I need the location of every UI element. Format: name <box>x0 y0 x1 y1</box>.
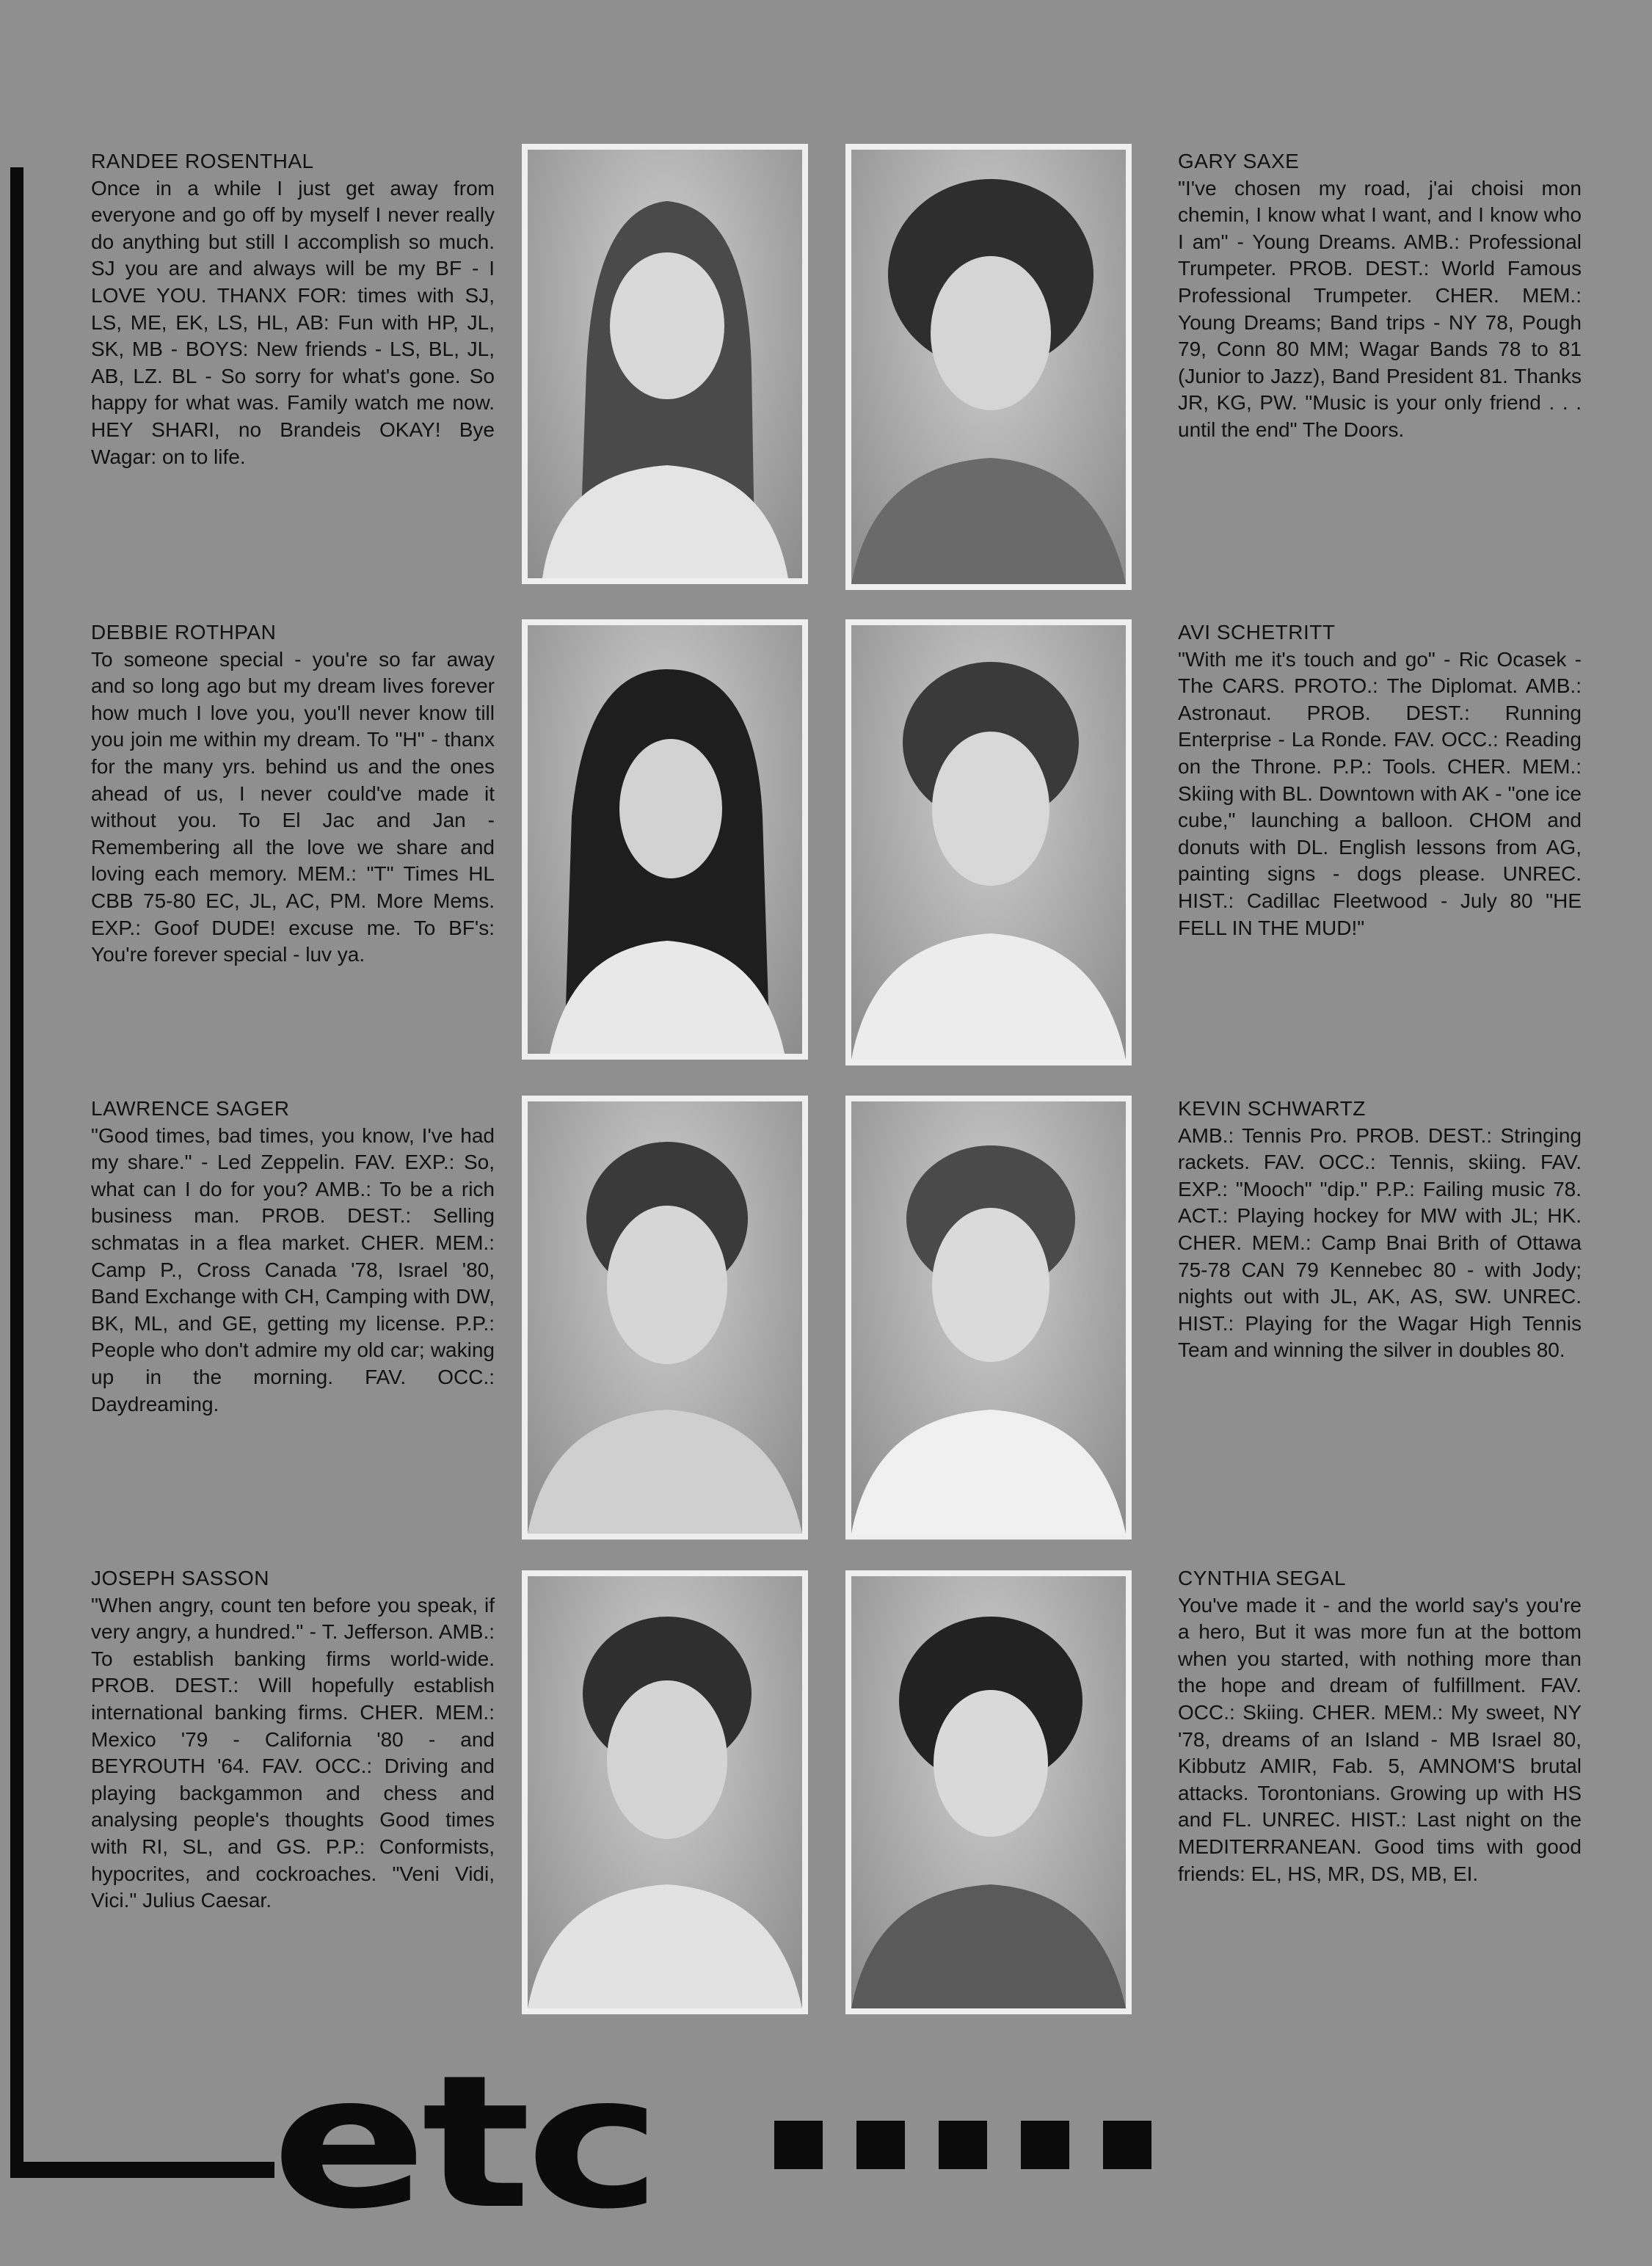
student-bio: "Good times, bad times, you know, I've had my share." - Led Zeppelin. FAV. EXP.: So, what can I do for you? AMB.: To be a rich business man. PROB. DEST.: Selling schmatas in a flea market. CHER. MEM.: Camp P., Cross Canada '78, Israel '80, Band Exchange with CH, Camping with DW, BK, ML, and GE, getting my license. P.P.: People who don't admire my old car; waking up in the morning. FAV. OCC.: Daydreaming. <box>91 1123 495 1416</box>
portrait-photo-gary-saxe <box>845 144 1132 590</box>
portrait-photo-randee-rosenthal <box>522 144 808 584</box>
student-name: LAWRENCE SAGER <box>91 1097 290 1120</box>
ellipsis-square <box>856 2121 905 2169</box>
student-entry-kevin-schwartz <box>1178 1096 1582 1364</box>
portrait-photo-avi-schetritt <box>845 619 1132 1065</box>
etc-title: etc <box>272 2036 657 2249</box>
portrait-photo-joseph-sasson <box>522 1570 808 2014</box>
student-name: DEBBIE ROTHPAN <box>91 621 277 644</box>
ellipsis-square <box>1103 2121 1151 2169</box>
student-entry-avi-schetritt <box>1178 619 1582 941</box>
ellipsis-square <box>1021 2121 1069 2169</box>
student-name: CYNTHIA SEGAL <box>1178 1567 1347 1589</box>
student-entry-joseph-sasson <box>91 1565 495 1915</box>
portrait-silhouette <box>528 1101 802 1534</box>
portrait-silhouette <box>851 1576 1126 2008</box>
portrait-photo-cynthia-segal <box>845 1570 1132 2014</box>
student-bio: To someone special - you're so far away and so long ago but my dream lives forever how much I love you, you'll never know till you join me within my dream. To "H" - thanx for the many yrs. behind us and the ones ahead of us, I never could've made it without you. To El Jac and Jan - Remembering all the love we share and loving each memory. MEM.: "T" Times HL CBB 75-80 EC, JL, AC, PM. More Mems. EXP.: Goof DUDE! excuse me. To BF's: You're forever special - luv ya. <box>91 647 495 966</box>
student-name: JOSEPH SASSON <box>91 1567 270 1589</box>
student-name: GARY SAXE <box>1178 150 1300 172</box>
student-bio: "When angry, count ten before you speak, if very angry, a hundred." - T. Jefferson. AMB.: To establish banking firms world-wide. PROB. DEST.: Will hopefully establish international banking firms. CHER. MEM.: Mexico '79 - California '80 - and BEYROUTH '64. FAV. OCC.: Driving and playing backgammon and chess and analysing people's thoughts Good times with RI, SL, and GS. P.P.: Conformists, hypocrites, and cockroaches. "Veni Vidi, Vici." Julius Caesar. <box>91 1593 495 1912</box>
portrait-silhouette <box>528 150 802 578</box>
portrait-silhouette <box>851 150 1126 584</box>
student-entry-lawrence-sager <box>91 1096 495 1418</box>
ellipsis-square <box>774 2121 823 2169</box>
bracket-horizontal-bar <box>10 2162 274 2178</box>
portrait-photo-debbie-rothpan <box>522 619 808 1060</box>
student-name: KEVIN SCHWARTZ <box>1178 1097 1366 1120</box>
student-bio: You've made it - and the world say's you're a hero, But it was more fun at the bottom when you started, with nothing more than the hope and dream of fulfillment. FAV. OCC.: Skiing. CHER. MEM.: My sweet, NY '78, dreams of an Island - MB Israel 80, Kibbutz AMIR, Fab. 5, AMNOM'S brutal attacks. Torontonians. Growing up with HS and FL. UNREC. HIST.: Last night on the MEDITERRANEAN. Good tims with good friends: EL, HS, MR, DS, MB, EI. <box>1178 1593 1582 1885</box>
bracket-vertical-bar <box>10 167 23 2178</box>
student-bio: "I've chosen my road, j'ai choisi mon chemin, I know what I want, and I know who I am" - Young Dreams. AMB.: Professional Trumpeter. PROB. DEST.: World Famous Professional Trumpeter. CHER. MEM.: Young Dreams; Band trips - NY 78, Pough 79, Conn 80 MM; Wagar Bands 78 to 81 (Junior to Jazz), Band President 81. Thanks JR, KG, PW. "Music is your only friend . . . until the end" The Doors. <box>1178 176 1582 441</box>
student-name: AVI SCHETRITT <box>1178 621 1336 644</box>
portrait-silhouette <box>851 625 1126 1060</box>
student-entry-randee-rosenthal <box>91 148 495 470</box>
student-bio: Once in a while I just get away from everyone and go off by myself I never really do anything but still I accomplish so much. SJ you are and always will be my BF - I LOVE YOU. THANX FOR: times with SJ, LS, ME, EK, LS, HL, AB: Fun with HP, JL, SK, MB - BOYS: New friends - LS, BL, JL, AB, LZ. BL - So sorry for what's gone. So happy for what was. Family watch me now. HEY SHARI, no Brandeis OKAY! Bye Wagar: on to life. <box>91 176 495 468</box>
portrait-photo-lawrence-sager <box>522 1096 808 1540</box>
student-name: RANDEE ROSENTHAL <box>91 150 314 172</box>
portrait-silhouette <box>851 1101 1126 1534</box>
student-entry-gary-saxe <box>1178 148 1582 444</box>
student-entry-cynthia-segal <box>1178 1565 1582 1887</box>
ellipsis-square <box>939 2121 987 2169</box>
student-bio: "With me it's touch and go" - Ric Ocasek - The CARS. PROTO.: The Diplomat. AMB.: Astronaut. PROB. DEST.: Running Enterprise - La Ronde. FAV. OCC.: Reading on the Throne. P.P.: Tools. CHER. MEM.: Skiing with BL. Downtown with AK - "one ice cube," launching a balloon. CHOM and donuts with DL. English lessons from AG, painting signs - dogs please. UNREC. HIST.: Cadillac Fleetwood - July 80 "HE FELL IN THE MUD!" <box>1178 647 1582 939</box>
student-entry-debbie-rothpan <box>91 619 495 969</box>
student-bio: AMB.: Tennis Pro. PROB. DEST.: Stringing rackets. FAV. OCC.: Tennis, skiing. FAV. EXP.: "Mooch" "dip." P.P.: Failing music 78. ACT.: Playing hockey for MW with JL; HK. CHER. MEM.: Camp Bnai Brith of Ottawa 75-78 CAN 79 Kennebec 80 - with Jody; nights out with JL, AK, AS, SW. UNREC. HIST.: Playing for the Wagar High Tennis Team and winning the silver in doubles 80. <box>1178 1123 1582 1362</box>
ellipsis-squares <box>774 2121 1151 2169</box>
portrait-photo-kevin-schwartz <box>845 1096 1132 1540</box>
portrait-silhouette <box>528 1576 802 2008</box>
portrait-silhouette <box>528 625 802 1054</box>
